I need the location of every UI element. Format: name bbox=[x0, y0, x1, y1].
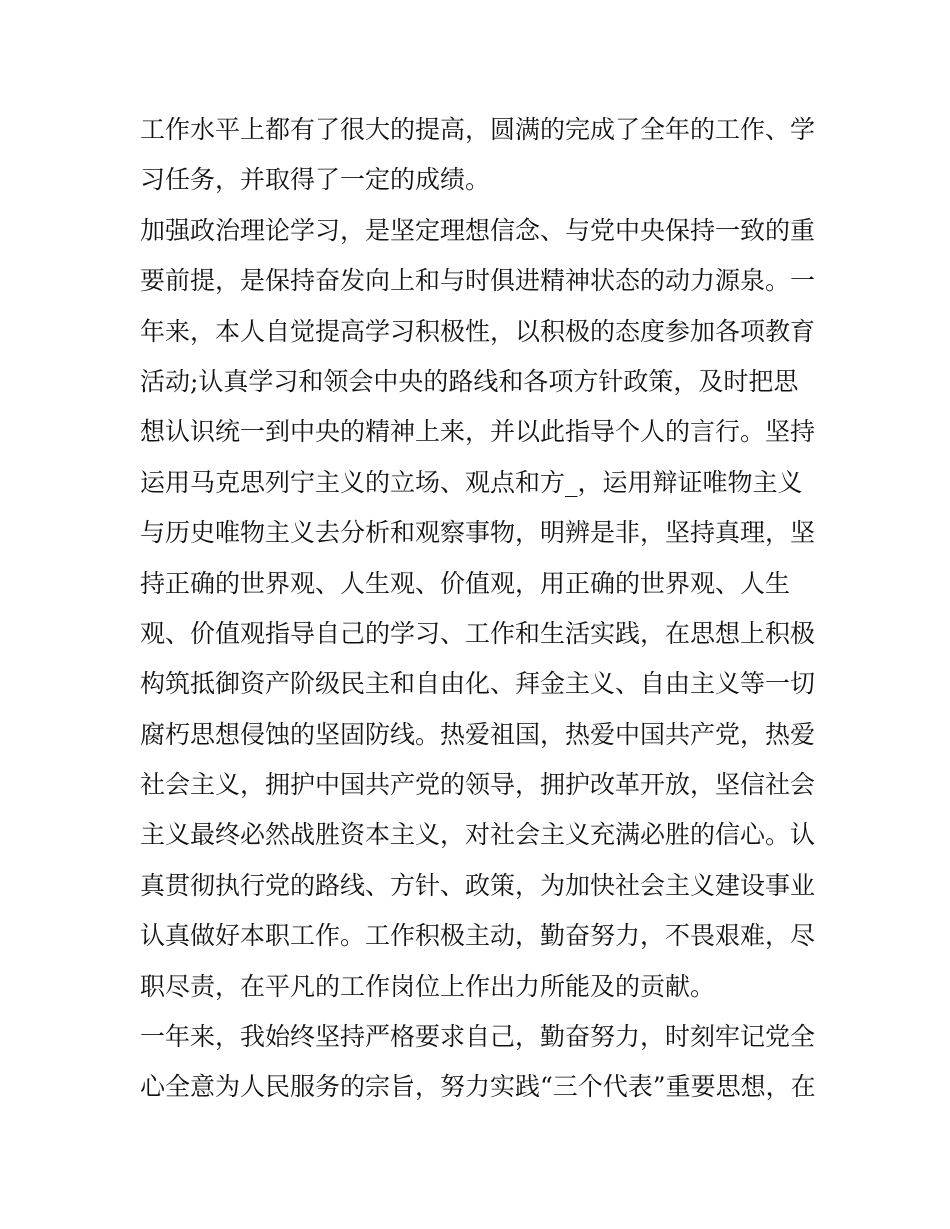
text-line: 腐朽思想侵蚀的坚固防线。热爱祖国，热爱中国共产党，热爱 bbox=[140, 719, 816, 749]
text-line: 想认识统一到中央的精神上来，并以此指导个人的言行。坚持 bbox=[140, 417, 816, 447]
text-line: 真贯彻执行党的路线、方针、政策，为加快社会主义建设事业 bbox=[140, 870, 816, 900]
text-line: 持正确的世界观、人生观、价值观，用正确的世界观、人生 bbox=[140, 568, 791, 598]
text-line: 社会主义，拥护中国共产党的领导，拥护改革开放，坚信社会 bbox=[140, 770, 816, 800]
text-line: 年来，本人自觉提高学习积极性，以积极的态度参加各项教育 bbox=[140, 316, 816, 346]
text-line: 与历史唯物主义去分析和观察事物，明辨是非，坚持真理，坚 bbox=[140, 518, 816, 548]
text-line: 加强政治理论学习，是坚定理想信念、与党中央保持一致的重 bbox=[140, 215, 816, 245]
text-line: 工作水平上都有了很大的提高，圆满的完成了全年的工作、学 bbox=[140, 115, 816, 144]
text-line: 职尽责，在平凡的工作岗位上作出力所能及的贡献。 bbox=[140, 971, 716, 1001]
text-line: 主义最终必然战胜资本主义，对社会主义充满必胜的信心。认 bbox=[140, 820, 816, 850]
text-line: 要前提，是保持奋发向上和与时俱进精神状态的动力源泉。一 bbox=[140, 266, 816, 296]
text-line: 心全意为人民服务的宗旨，努力实践“三个代表”重要思想，在 bbox=[140, 1072, 816, 1102]
text-line: 观、价值观指导自己的学习、工作和生活实践，在思想上积极 bbox=[140, 618, 816, 648]
text-line: 一年来，我始终坚持严格要求自己，勤奋努力，时刻牢记党全 bbox=[140, 1022, 816, 1052]
text-line: 运用马克思列宁主义的立场、观点和方_，运用辩证唯物主义 bbox=[140, 467, 803, 497]
text-line: 认真做好本职工作。工作积极主动，勤奋努力，不畏艰难，尽 bbox=[140, 921, 816, 951]
text-line: 构筑抵御资产阶级民主和自由化、拜金主义、自由主义等一切 bbox=[140, 669, 816, 699]
text-line: 活动;认真学习和领会中央的路线和各项方针政策，及时把思 bbox=[140, 366, 799, 396]
body-text bbox=[140, 105, 816, 1113]
text-line: 习任务，并取得了一定的成绩。 bbox=[140, 165, 491, 195]
